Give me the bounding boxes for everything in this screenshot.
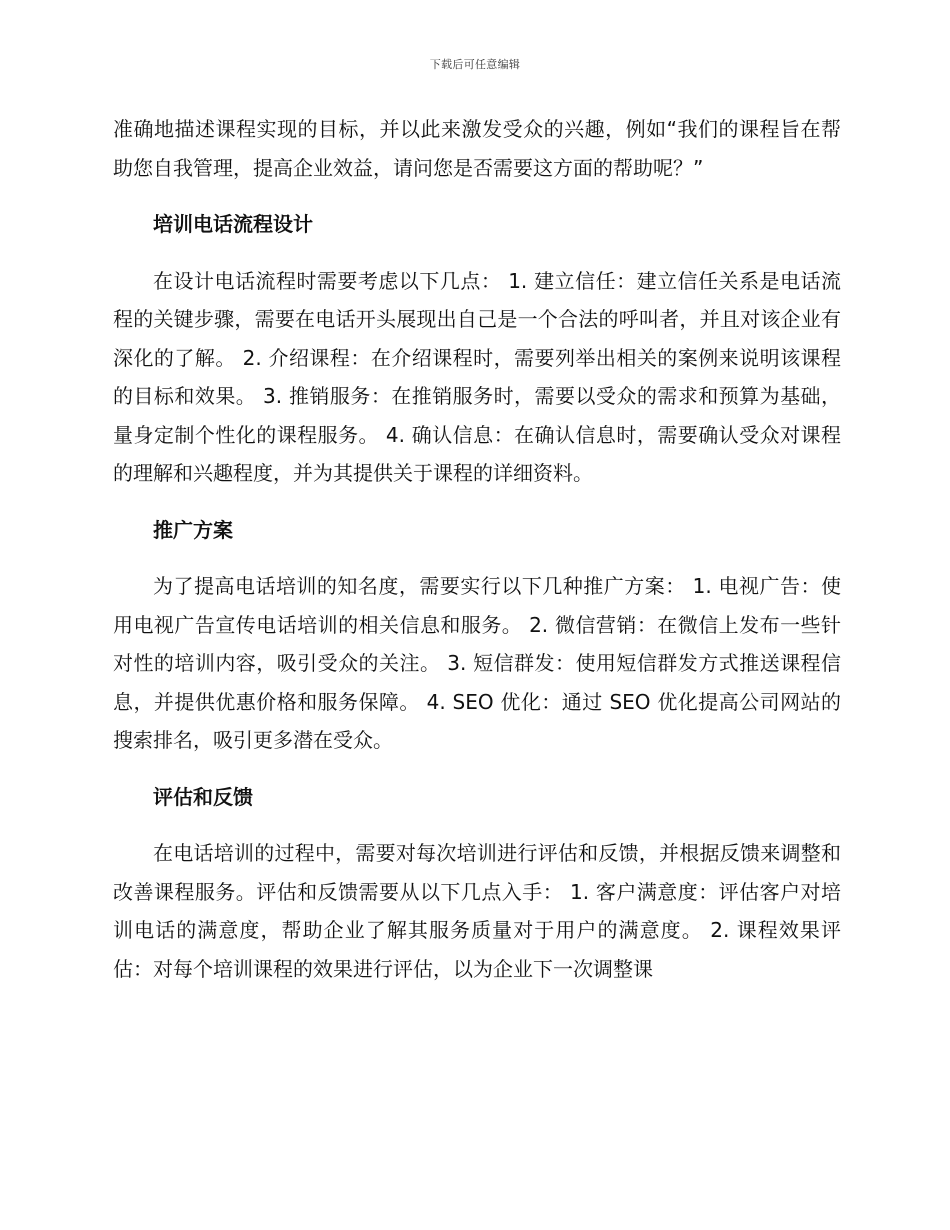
document-body — [113, 110, 841, 988]
section-heading-call-flow: 培训电话流程设计 — [153, 212, 313, 236]
spacer — [113, 244, 841, 262]
spacer — [113, 187, 841, 205]
intro-paragraph: 准确地描述课程实现的目标，并以此来激发受众的兴趣，例如“我们的课程旨在帮助您自我管理，提高企业效益，请问您是否需要这方面的帮助呢？” — [113, 117, 841, 180]
spacer — [113, 549, 841, 567]
page-header: 下载后可任意编辑 — [429, 58, 521, 71]
spacer — [113, 760, 841, 778]
section-paragraph-promotion: 为了提高电话培训的知名度，需要实行以下几种推广方案： 1. 电视广告：使用电视广告宣传电话培训的相关信息和服务。 2. 微信营销：在微信上发布一些针对性的培训内容，吸引受众的关注。 3. 短信群发：使用短信群发方式推送课程信息，并提供优惠价格和服务保障。 4. SEO 优化：通过 SEO 优化提高公司网站的搜索排名，吸引更多潜在受众。 — [113, 574, 841, 752]
spacer — [113, 493, 841, 511]
section-heading-feedback: 评估和反馈 — [153, 784, 253, 809]
section-heading-promotion: 推广方案 — [153, 517, 233, 542]
section-paragraph-feedback: 在电话培训的过程中，需要对每次培训进行评估和反馈，并根据反馈来调整和改善课程服务。评估和反馈需要从以下几点入手： 1. 客户满意度：评估客户对培训电话的满意度，帮助企业了解其服务质量对于用户的满意度。 2. 课程效果评估：对每个培训课程的效果进行评估，以为企业下一次调整课 — [113, 841, 841, 981]
spacer — [113, 816, 841, 834]
section-paragraph-call-flow: 在设计电话流程时需要考虑以下几点： 1. 建立信任：建立信任关系是电话流程的关键步骤，需要在电话开头展现出自己是一个合法的呼叫者，并且对该企业有深化的了解。 2. 介绍课程：在介绍课程时，需要列举出相关的案例来说明该课程的目标和效果。 3. 推销服务：在推销服务时，需要以受众的需求和预算为基础，量身定制个性化的课程服务。 4. 确认信息：在确认信息时，需要确认受众对课程的理解和兴趣程度，并为其提供关于课程的详细资料。 — [113, 268, 841, 485]
